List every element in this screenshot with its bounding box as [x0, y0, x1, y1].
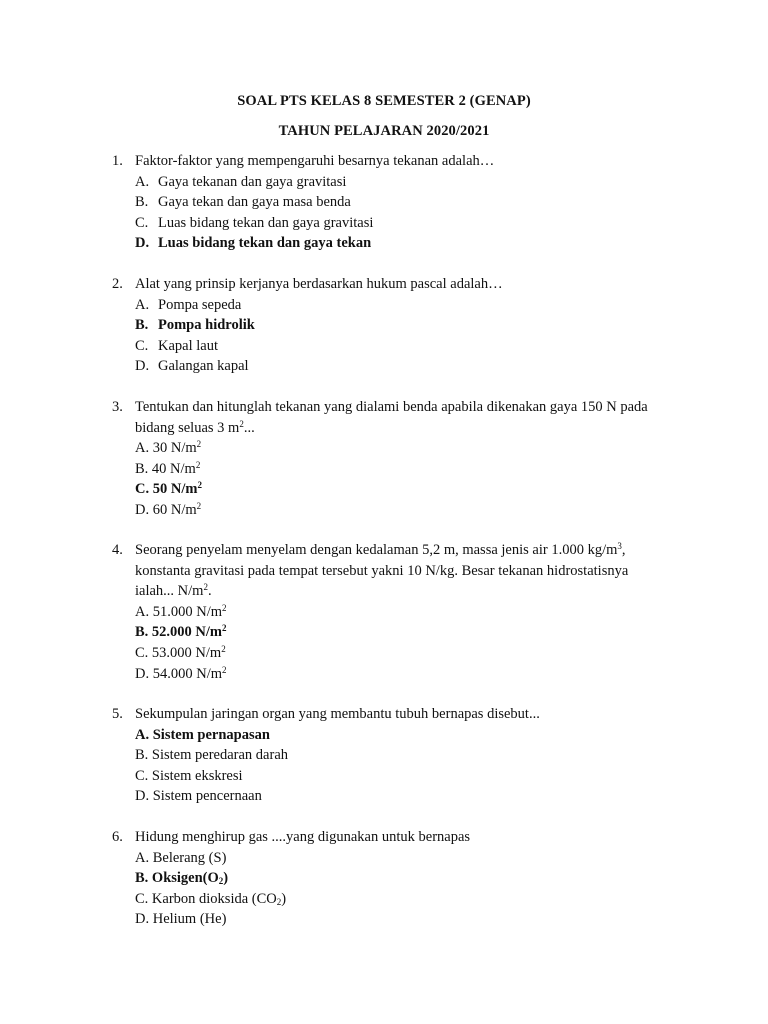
option-b: B. 40 $N/m^2$: [135, 459, 201, 477]
question-5: [112, 704, 672, 807]
question-number: 6.: [112, 829, 123, 845]
option-d: D. Galangan kapal: [135, 358, 249, 375]
option-a: A. 51.000 $N/m^2$: [135, 602, 227, 620]
question-6: [112, 827, 672, 930]
option-d: D. 54.000 $N/m^2$: [135, 664, 227, 682]
question-text: Sekumpulan jaringan organ yang membantu tubuh bernapas disebut...: [135, 706, 540, 722]
option-a: A. 30 $N/m^2$: [135, 439, 202, 457]
option-b: B. Sistem peredaran darah: [135, 747, 289, 764]
document-subtitle: TAHUN PELAJARAN 2020/2021: [278, 123, 490, 139]
option-c-correct: C. 50 $N/m^2$: [135, 480, 202, 498]
question-number: 1.: [112, 153, 123, 169]
option-a: A. Pompa sepeda: [135, 296, 242, 313]
question-text: Alat yang prinsip kerjanya berdasarkan hukum pascal adalah…: [135, 276, 503, 292]
option-a: A. Gaya tekanan dan gaya gravitasi: [135, 173, 347, 190]
option-b: B. Gaya tekan dan gaya masa benda: [135, 194, 351, 211]
question-4: [112, 540, 672, 684]
question-text: Seorang penyelam menyelam dengan kedalaman 5,2 m, massa jenis air 1.000 $kg/m^3$, konstanta gravitasi pada tempat tersebut yakni 10 N/kg. Besar tekanan hidrostatisnya ialah... $N/m^2$.: [135, 541, 629, 600]
question-text: Hidung menghirup gas ....yang digunakan untuk bernapas: [135, 829, 471, 845]
question-2: [112, 274, 672, 377]
option-c: C. 53.000 $N/m^2$: [135, 643, 226, 661]
question-number: 5.: [112, 706, 123, 722]
option-a-correct: A. Sistem pernapasan: [135, 726, 270, 743]
document-title: SOAL PTS KELAS 8 SEMESTER 2 (GENAP): [237, 93, 531, 109]
question-number: 3.: [112, 399, 123, 415]
option-d-correct: D. Luas bidang tekan dan gaya tekan: [135, 235, 372, 252]
option-c: C. Kapal laut: [135, 337, 218, 354]
question-text: Faktor-faktor yang mempengaruhi besarnya tekanan adalah…: [135, 153, 495, 169]
option-d: D. Sistem pencernaan: [135, 788, 262, 805]
question-3: [112, 397, 672, 521]
question-1: [112, 151, 672, 254]
option-c: C. Sistem ekskresi: [135, 767, 243, 784]
option-c: C. Luas bidang tekan dan gaya gravitasi: [135, 214, 374, 231]
option-b-correct: B. $Oksigen(O_2)$: [135, 870, 229, 887]
question-number: 2.: [112, 276, 123, 292]
option-a: A. Belerang (S): [135, 849, 227, 866]
question-text: Tentukan dan hitunglah tekanan yang dialami benda apabila dikenakan gaya 150 N pada bidang seluas 3 $m^2$...: [135, 399, 648, 436]
option-c: C. Karbon dioksida $(CO_2)$: [135, 890, 287, 907]
question-number: 4.: [112, 542, 123, 558]
option-d: D. Helium (He): [135, 911, 227, 928]
option-b-correct: B. Pompa hidrolik: [135, 317, 255, 334]
option-d: D. 60 $N/m^2$: [135, 500, 202, 518]
option-b-correct: B. 52.000 $N/m^2$: [135, 623, 227, 641]
